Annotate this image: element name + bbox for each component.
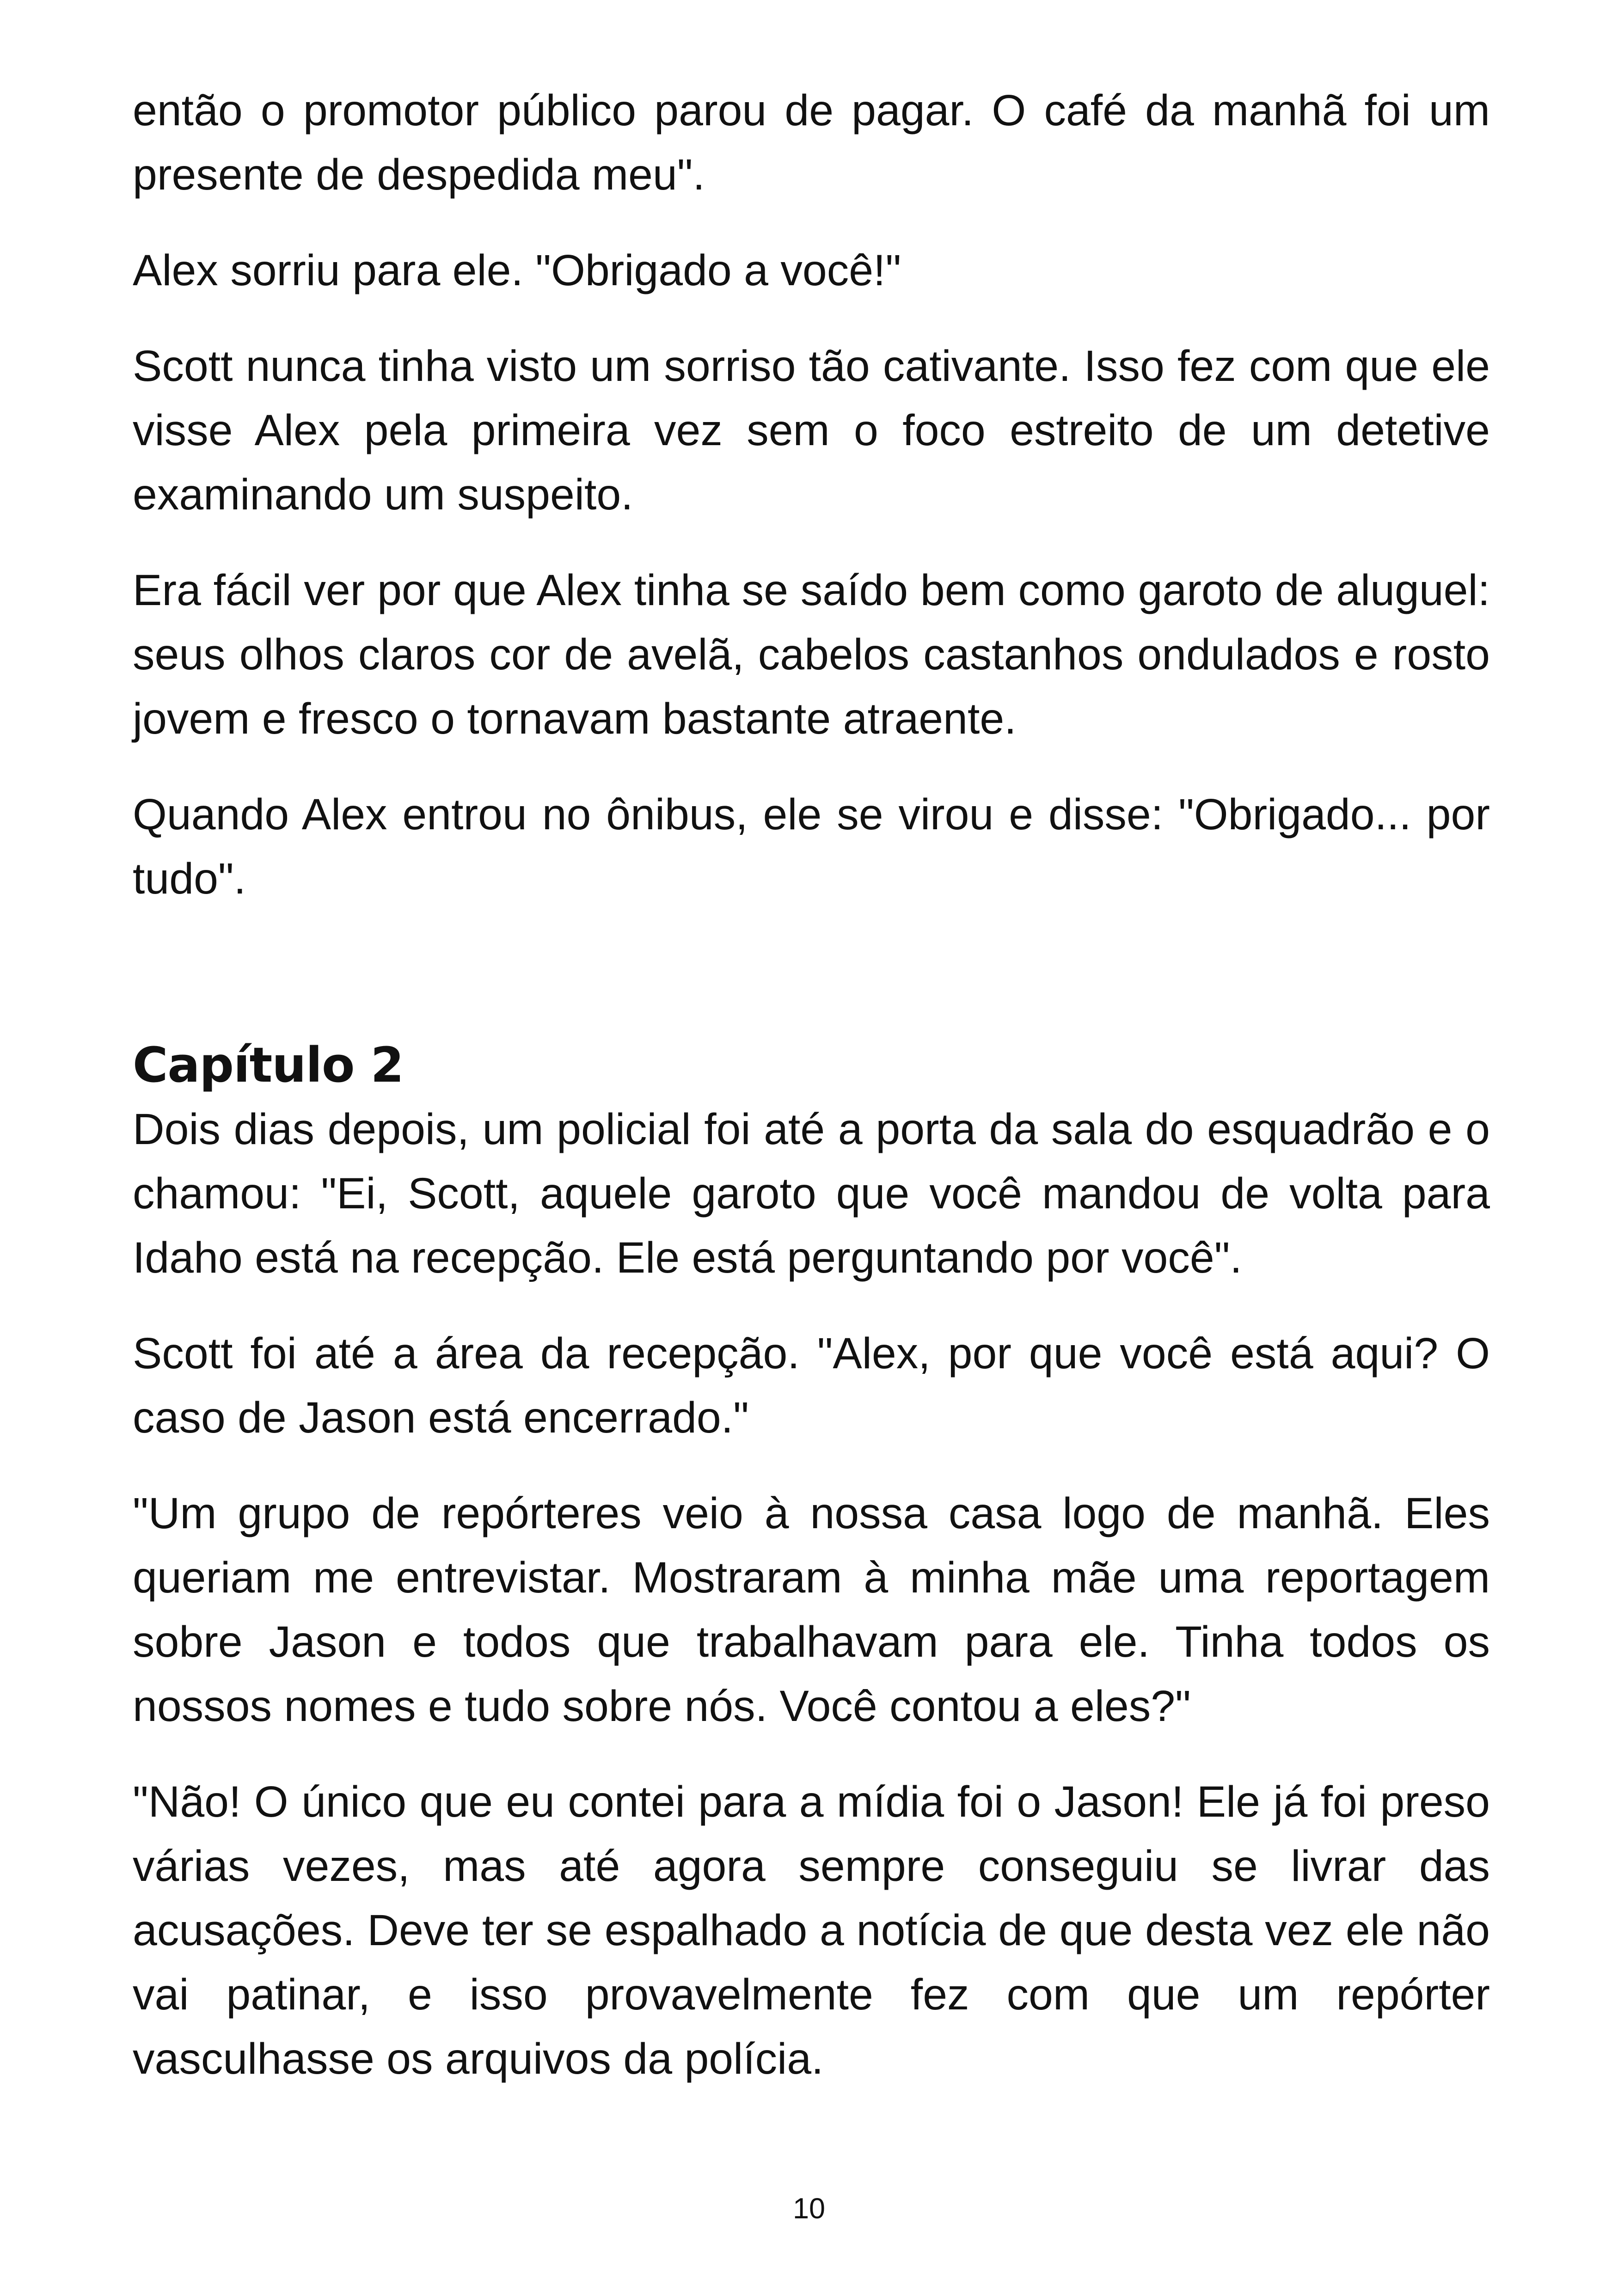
page-number: 10 <box>792 2192 826 2225</box>
page-body <box>133 79 1490 2123</box>
paragraph: Era fácil ver por que Alex tinha se saído bem como garoto de aluguel: seus olhos claros cor de avelã, cabelos castanhos ondulados e rosto jovem e fresco o tornavam bastante atraente. <box>133 566 1490 743</box>
paragraph: Scott nunca tinha visto um sorriso tão cativante. Isso fez com que ele visse Alex pela primeira vez sem o foco estreito de um detetive examinando um suspeito. <box>133 342 1490 519</box>
paragraph: "Não! O único que eu contei para a mídia foi o Jason! Ele já foi preso várias vezes, mas até agora sempre conseguiu se livrar das acusações. Deve ter se espalhado a notícia de que desta vez ele não vai patinar, e isso provavelmente fez com que um repórter vasculhasse os arquivos da polícia. <box>133 1777 1490 2083</box>
paragraph: "Um grupo de repórteres veio à nossa casa logo de manhã. Eles queriam me entrevistar. Mostraram à minha mãe uma reportagem sobre Jason e todos que trabalhavam para ele. Tinha todos os nossos nomes e tudo sobre nós. Você contou a eles?" <box>133 1489 1490 1731</box>
paragraph: Alex sorriu para ele. "Obrigado a você!" <box>133 246 901 295</box>
paragraph: Quando Alex entrou no ônibus, ele se virou e disse: "Obrigado... por tudo". <box>133 790 1490 903</box>
chapter-heading: Capítulo 2 <box>133 1037 404 1093</box>
paragraph: então o promotor público parou de pagar. O café da manhã foi um presente de despedida meu". <box>133 86 1490 199</box>
paragraph: Dois dias depois, um policial foi até a porta da sala do esquadrão e o chamou: "Ei, Scott, aquele garoto que você mandou de volta para Idaho está na recepção. Ele está perguntando por você". <box>133 1105 1490 1282</box>
paragraph: Scott foi até a área da recepção. "Alex, por que você está aqui? O caso de Jason está encerrado." <box>133 1329 1490 1442</box>
